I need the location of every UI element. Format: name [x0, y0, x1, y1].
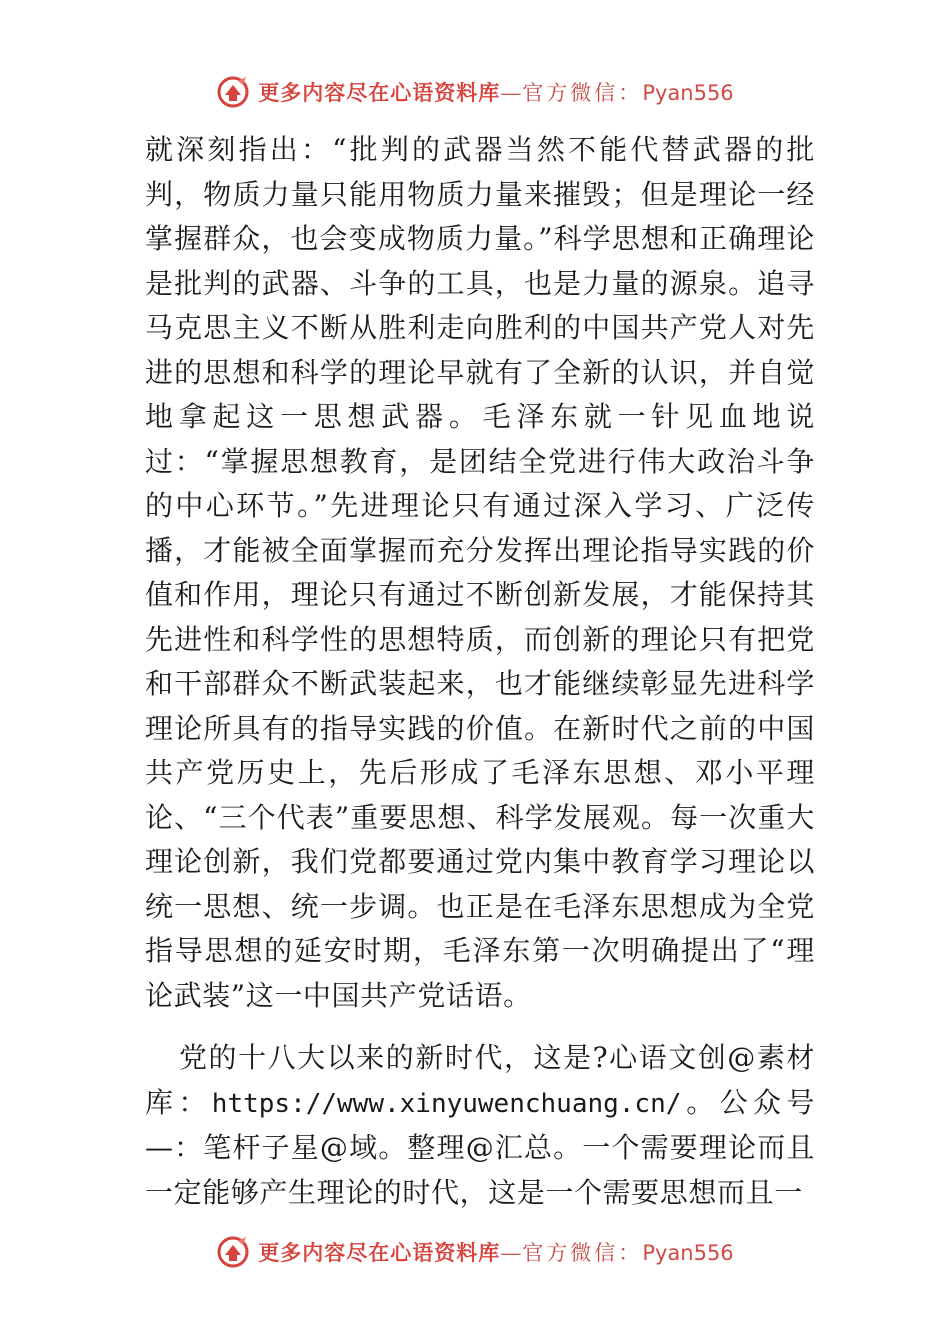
- footer-banner-wechat: 官方微信：: [522, 1241, 643, 1265]
- library-logo-icon: [216, 75, 250, 109]
- footer-banner-dash: —: [500, 1241, 523, 1265]
- header-banner-text: [258, 77, 733, 107]
- paragraph-1: 就深刻指出：“批判的武器当然不能代替武器的批判，物质力量只能用物质力量来摧毁；但是理论一经掌握群众，也会变成物质力量。”科学思想和正确理论是批判的武器、斗争的工具，也是力量的源泉。追寻马克思主义不断从胜利走向胜利的中国共产党人对先进的思想和科学的理论早就有了全新的认识，并自觉地拿起这一思想武器。毛泽东就一针见血地说过：“掌握思想教育，是团结全党进行伟大政治斗争的中心环节。”先进理论只有通过深入学习、广泛传播，才能被全面掌握而充分发挥出理论指导实践的价值和作用，理论只有通过不断创新发展，才能保持其先进性和科学性的思想特质，而创新的理论只有把党和干部群众不断武装起来，也才能继续彰显先进科学理论所具有的指导实践的价值。在新时代之前的中国共产党历史上，先后形成了毛泽东思想、邓小平理论、“三个代表”重要思想、科学发展观。每一次重大理论创新，我们党都要通过党内集中教育学习理论以统一思想、统一步调。也正是在毛泽东思想成为全党指导思想的延安时期，毛泽东第一次明确提出了“理论武装”这一中国共产党话语。: [145, 133, 815, 1012]
- document-body: [145, 128, 815, 1215]
- footer-banner: [0, 1228, 950, 1276]
- paragraph-2-part1: 党的十八大以来的新时代，这是?心语文创@素材库：: [145, 1041, 815, 1119]
- header-banner-main: 更多内容尽在心语资料库: [258, 80, 501, 105]
- header-banner-dash: —: [500, 81, 523, 105]
- header-banner-wechat: 官方微信：: [522, 81, 643, 105]
- footer-banner-main: 更多内容尽在心语资料库: [258, 1240, 501, 1265]
- paragraph-2-url[interactable]: https://www.xinyuwenchuang.cn/: [211, 1088, 682, 1119]
- paragraph-2-part2: 。公众号—：笔杆子星@域。整理@汇总。一个需要理论而且一定能够产生理论的时代，这是一个需要思想而且一: [145, 1085, 815, 1209]
- footer-banner-text: [258, 1237, 733, 1267]
- header-banner-code: Pyan556: [642, 81, 734, 105]
- paragraph-2: [145, 1036, 815, 1215]
- footer-banner-code: Pyan556: [642, 1241, 734, 1265]
- library-logo-icon: [216, 1235, 250, 1269]
- header-banner: [0, 68, 950, 116]
